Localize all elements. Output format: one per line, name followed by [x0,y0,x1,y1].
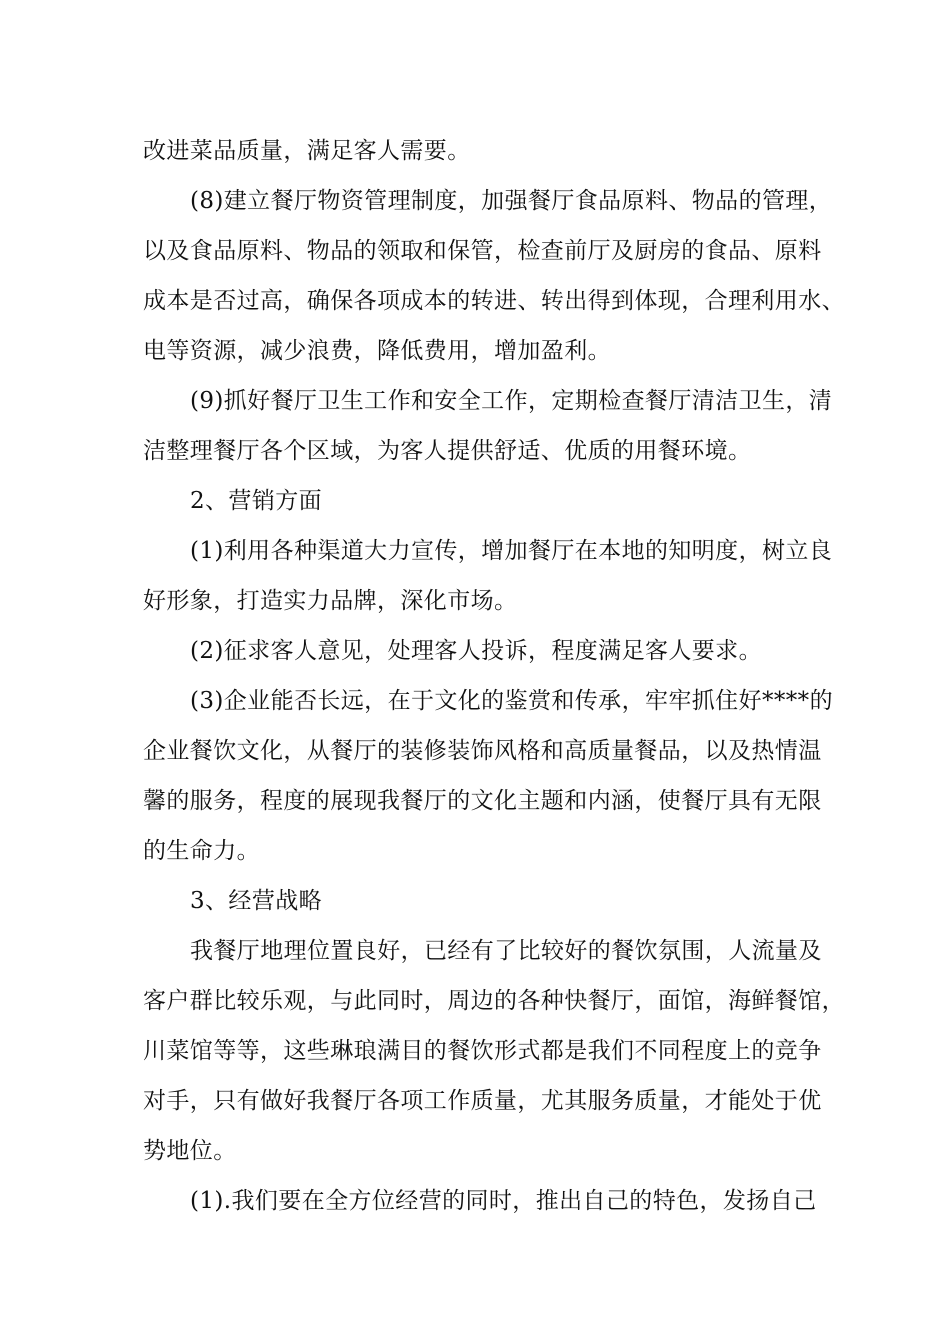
body-text-line: (8)建立餐厅物资管理制度，加强餐厅食品原料、物品的管理， [190,188,833,214]
body-text-line: 势地位。 [143,1138,237,1164]
body-text-line: 我餐厅地理位置良好，已经有了比较好的餐饮氛围，人流量及 [190,938,822,964]
body-text-line: (1).我们要在全方位经营的同时，推出自己的特色，发扬自己 [190,1188,817,1214]
body-text-line: 对手，只有做好我餐厅各项工作质量，尤其服务质量，才能处于优 [143,1088,822,1114]
body-text-line: 以及食品原料、物品的领取和保管，检查前厅及厨房的食品、原料 [143,238,822,264]
body-text-line: 改进菜品质量，满足客人需要。 [143,138,471,164]
body-text-line: 的生命力。 [143,838,260,864]
body-text-line: 洁整理餐厅各个区域，为客人提供舒适、优质的用餐环境。 [143,438,752,464]
body-text-line: 电等资源，减少浪费，降低费用，增加盈利。 [143,338,611,364]
body-text-line: 成本是否过高，确保各项成本的转进、转出得到体现，合理利用水、 [143,288,845,314]
body-text-line: 客户群比较乐观，与此同时，周边的各种快餐厅，面馆，海鲜餐馆， [143,988,845,1014]
body-text-line: 企业餐饮文化，从餐厅的装修装饰风格和高质量餐品，以及热情温 [143,738,822,764]
section-heading: 2、营销方面 [190,488,323,514]
body-text-line: (2)征求客人意见，处理客人投诉，程度满足客人要求。 [190,638,762,664]
body-text-line: 好形象，打造实力品牌，深化市场。 [143,588,518,614]
section-heading: 3、经营战略 [190,888,323,914]
body-text-line: (3)企业能否长远，在于文化的鉴赏和传承，牢牢抓住好****的 [190,688,833,714]
body-text-line: 馨的服务，程度的展现我餐厅的文化主题和内涵，使餐厅具有无限 [143,788,822,814]
body-text-line: (1)利用各种渠道大力宣传，增加餐厅在本地的知明度，树立良 [190,538,833,564]
body-text-line: (9)抓好餐厅卫生工作和安全工作，定期检查餐厅清洁卫生，清 [190,388,833,414]
body-text-line: 川菜馆等等，这些琳琅满目的餐饮形式都是我们不同程度上的竞争 [143,1038,822,1064]
